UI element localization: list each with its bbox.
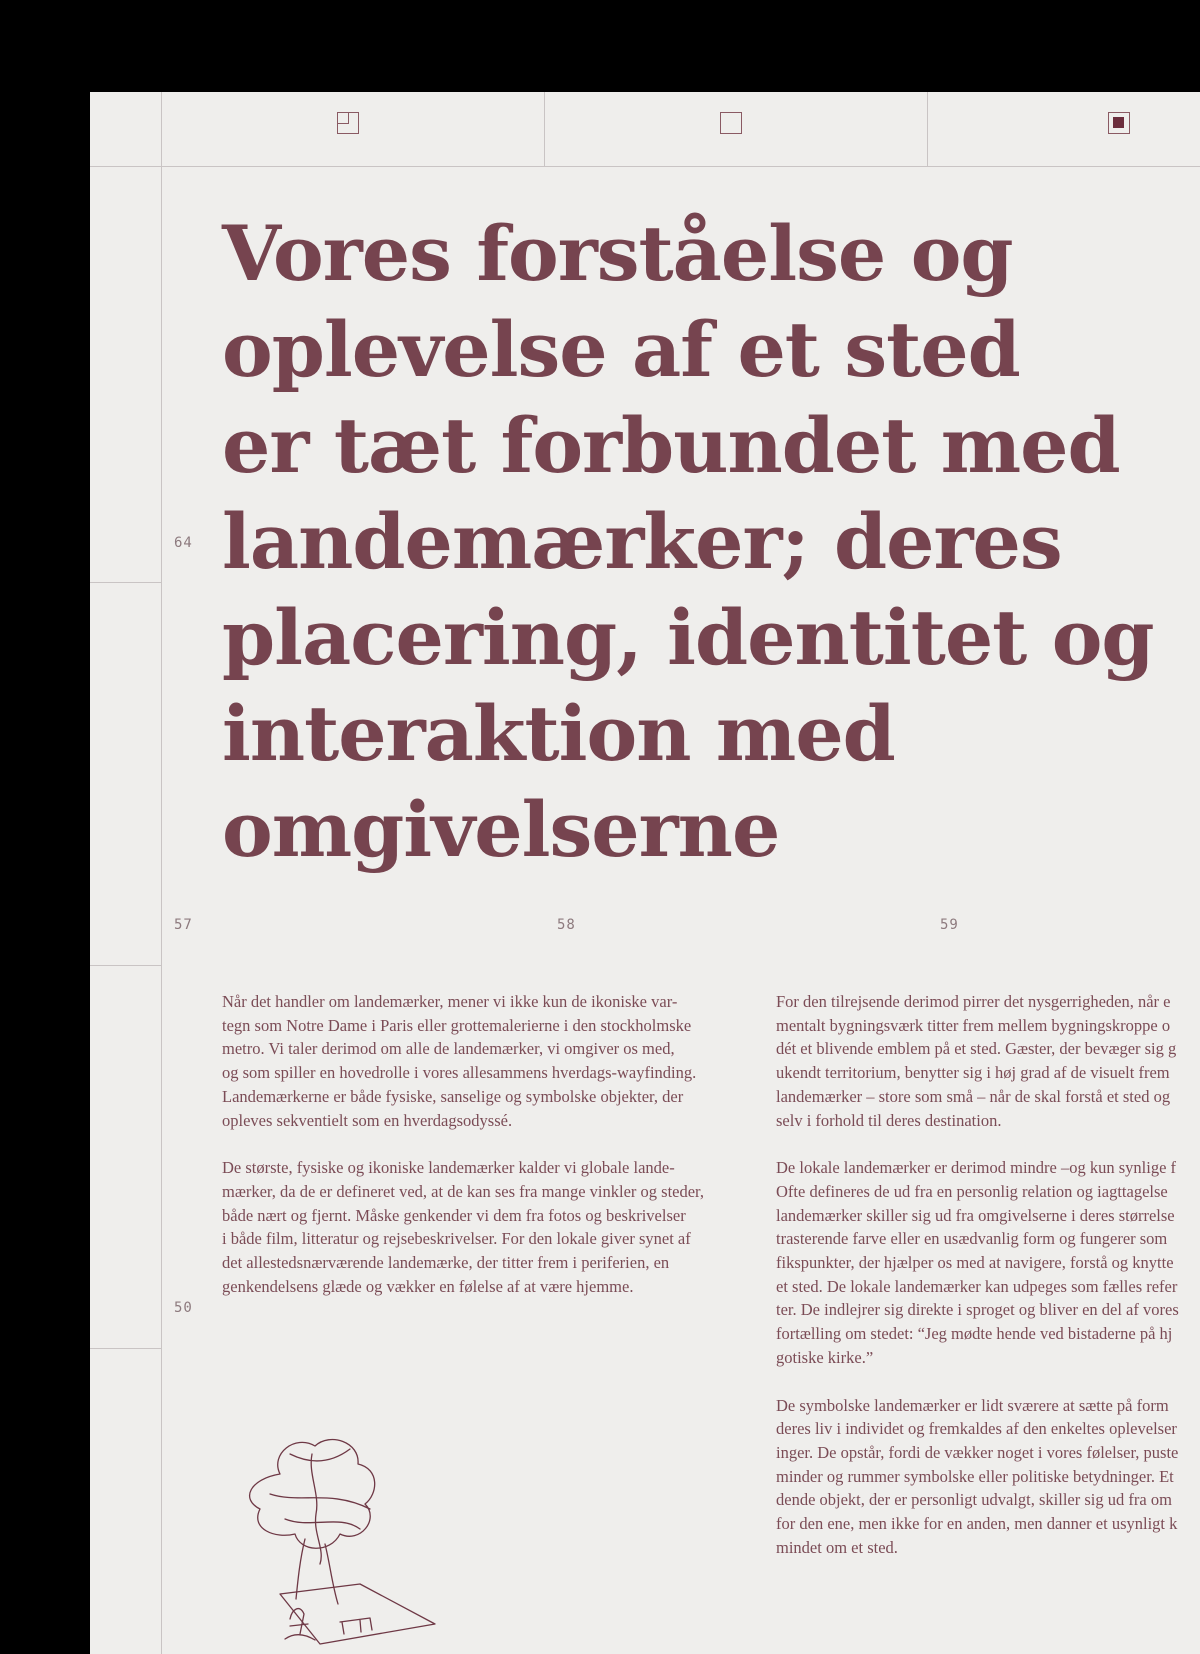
page-number-50: 50	[174, 1300, 193, 1316]
square-filled-icon[interactable]	[1108, 112, 1130, 134]
page-number-64: 64	[174, 535, 193, 551]
body-column-left	[222, 990, 742, 1322]
margin-tick-2	[90, 965, 161, 966]
page-number-57: 57	[174, 917, 193, 933]
body-paragraph: De største, fysiske og ikoniske landemærker kalder vi globale lande- mærker, da de er defineret ved, at de kan ses fra mange vinkler og steder, både nært og fjernt. Måske genkender vi dem fra fotos og beskrivelser i både film, litteratur og rejsebeskrivelser. For den lokale giver synet af det allestedsnærværende landemærke, der titter frem i periferien, en genkendelsens glæde og vækker en følelse af at være hjemme.	[222, 1158, 705, 1296]
body-paragraph: De lokale landemærker er derimod mindre –og kun synlige f Ofte defineres de ud fra en personlig relation og iagttagelse landemærker skiller sig ud fra omgivelserne i deres størrelse trasterende farve eller en usædvanlig form og fungerer som fikspunkter, der hjælper os med at navigere, forstå og knytte et sted. De lokale landemærker kan udpeges som fælles refer ter. De indlejrer sig direkte i sproget og bliver en del af vores fortælling om stedet: “Jeg mødte hende ved bistaderne på hj gotiske kirke.”	[776, 1158, 1179, 1367]
layout-corner-icon[interactable]	[337, 112, 359, 134]
document-page	[90, 92, 1200, 1654]
headline-line: er tæt forbundet med	[222, 401, 1120, 490]
body-column-right	[776, 990, 1200, 1583]
body-paragraph: Når det handler om landemærker, mener vi ikke kun de ikoniske var- tegn som Notre Dame i Paris eller grottemalerierne i den stockholmske metro. Vi taler derimod om alle de landemærker, vi omgiver os med, og som spiller en hovedrolle i vores allesammens hverdags-wayfinding. Landemærkerne er både fysiske, sanselige og symbolske objekter, der opleves sekventielt som en hverdagsodyssé.	[222, 992, 697, 1130]
header-rule	[90, 166, 1200, 167]
page-number-58: 58	[557, 917, 576, 933]
page-number-59: 59	[940, 917, 959, 933]
headline-line: placering, identitet og	[222, 593, 1154, 682]
headline-line: oplevelse af et sted	[222, 305, 1020, 394]
hand-drawn-sketch	[220, 1434, 460, 1654]
body-paragraph: For den tilrejsende derimod pirrer det nysgerrigheden, når e mentalt bygningsværk titter frem mellem bygningskroppe o dét et blivende emblem på et sted. Gæster, der bevæger sig g ukendt territorium, benytter sig i høj grad af de visuelt frem landemærker – store som små – når de skal forstå et sted og selv i forhold til deres destination.	[776, 992, 1177, 1130]
body-paragraph: De symbolske landemærker er lidt sværere at sætte på form deres liv i individet og fremkaldes af den enkeltes oplevelser inger. De opstår, fordi de vækker noget i vores følelser, puste minder og rummer symbolske eller politiske betydninger. Et dende objekt, der er personligt udvalgt, skiller sig ud fra om for den ene, men ikke for en anden, men danner et usynligt k mindet om et sted.	[776, 1395, 1179, 1557]
margin-tick-3	[90, 1348, 161, 1349]
margin-rule	[161, 92, 162, 1654]
margin-tick-1	[90, 582, 161, 583]
square-outline-icon[interactable]	[720, 112, 742, 134]
headline-line: interaktion med	[222, 689, 895, 778]
headline	[222, 206, 1200, 878]
headline-line: landemærker; deres	[222, 497, 1062, 586]
header-divider-2	[927, 92, 928, 166]
headline-line: omgivelserne	[222, 785, 780, 874]
headline-line: Vores forståelse og	[222, 209, 1013, 298]
header-divider-1	[544, 92, 545, 166]
